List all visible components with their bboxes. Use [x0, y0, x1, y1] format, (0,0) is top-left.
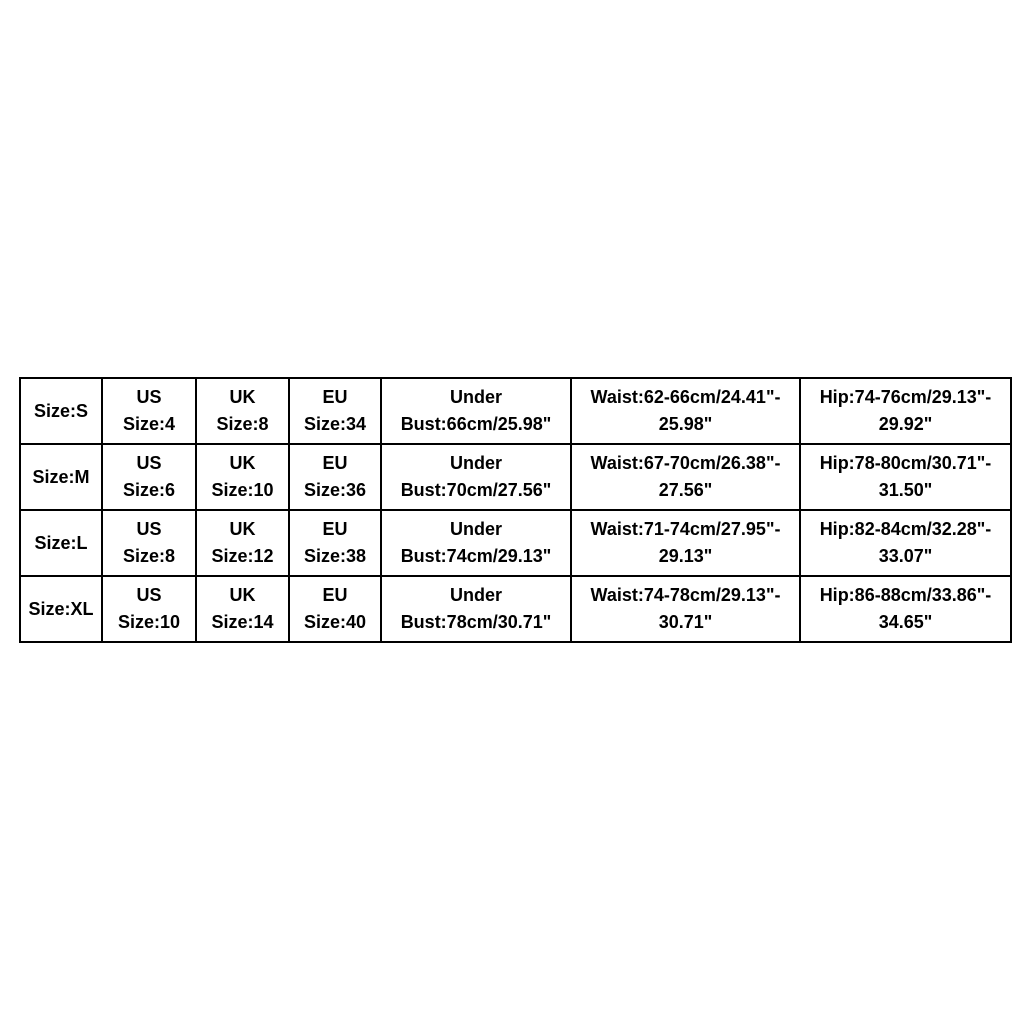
- us-size-cell: [102, 378, 196, 444]
- hip-line-2: 29.92": [878, 414, 933, 434]
- uk-size-value: Size:10: [211, 480, 274, 500]
- eu-size-header: EU: [322, 387, 348, 407]
- under-bust-line-2: Bust:70cm/27.56": [400, 480, 552, 500]
- under-bust-line-2: Bust:66cm/25.98": [400, 414, 552, 434]
- eu-size-header: EU: [322, 519, 348, 539]
- hip-line-1: Hip:82-84cm/32.28"-: [819, 519, 992, 539]
- hip-cell: [800, 378, 1011, 444]
- waist-line-1: Waist:71-74cm/27.95"-: [590, 519, 781, 539]
- waist-line-1: Waist:67-70cm/26.38"-: [590, 453, 781, 473]
- under-bust-line-1: Under: [449, 585, 502, 605]
- waist-line-2: 29.13": [658, 546, 713, 566]
- table-row: [20, 444, 1011, 510]
- eu-size-header: EU: [322, 453, 348, 473]
- eu-size-cell: [289, 510, 381, 576]
- size-label: Size:S: [33, 400, 89, 421]
- eu-size-cell: [289, 378, 381, 444]
- waist-line-2: 27.56": [658, 480, 713, 500]
- hip-cell: [800, 576, 1011, 642]
- size-label: Size:M: [32, 466, 90, 487]
- size-label-cell: [20, 510, 102, 576]
- waist-cell: [571, 576, 800, 642]
- waist-line-2: 30.71": [658, 612, 713, 632]
- table-row: [20, 576, 1011, 642]
- under-bust-line-2: Bust:74cm/29.13": [400, 546, 552, 566]
- us-size-header: US: [136, 585, 162, 605]
- hip-cell: [800, 444, 1011, 510]
- size-label-cell: [20, 378, 102, 444]
- eu-size-value: Size:36: [303, 480, 367, 500]
- uk-size-cell: [196, 576, 289, 642]
- us-size-header: US: [136, 387, 162, 407]
- waist-cell: [571, 510, 800, 576]
- us-size-value: Size:6: [122, 480, 176, 500]
- uk-size-value: Size:8: [216, 414, 269, 434]
- uk-size-value: Size:14: [211, 612, 274, 632]
- eu-size-cell: [289, 444, 381, 510]
- hip-cell: [800, 510, 1011, 576]
- eu-size-value: Size:40: [303, 612, 367, 632]
- under-bust-line-1: Under: [449, 387, 502, 407]
- waist-cell: [571, 444, 800, 510]
- under-bust-cell: [381, 378, 571, 444]
- under-bust-line-1: Under: [449, 519, 502, 539]
- waist-cell: [571, 378, 800, 444]
- uk-size-cell: [196, 378, 289, 444]
- uk-size-header: UK: [229, 585, 256, 605]
- under-bust-cell: [381, 576, 571, 642]
- under-bust-line-2: Bust:78cm/30.71": [400, 612, 552, 632]
- uk-size-cell: [196, 510, 289, 576]
- under-bust-cell: [381, 444, 571, 510]
- waist-line-1: Waist:62-66cm/24.41"-: [590, 387, 781, 407]
- waist-line-1: Waist:74-78cm/29.13"-: [590, 585, 781, 605]
- us-size-cell: [102, 444, 196, 510]
- size-label-cell: [20, 576, 102, 642]
- hip-line-2: 31.50": [878, 480, 933, 500]
- waist-line-2: 25.98": [658, 414, 713, 434]
- us-size-header: US: [136, 519, 162, 539]
- size-label-cell: [20, 444, 102, 510]
- table-row: [20, 378, 1011, 444]
- us-size-cell: [102, 576, 196, 642]
- hip-line-1: Hip:86-88cm/33.86"-: [819, 585, 992, 605]
- size-chart-table: [19, 377, 1012, 643]
- size-label: Size:L: [34, 532, 88, 553]
- hip-line-2: 33.07": [878, 546, 933, 566]
- hip-line-1: Hip:74-76cm/29.13"-: [819, 387, 992, 407]
- us-size-header: US: [136, 453, 162, 473]
- size-label: Size:XL: [28, 598, 94, 619]
- eu-size-value: Size:38: [303, 546, 367, 566]
- uk-size-header: UK: [229, 519, 256, 539]
- eu-size-cell: [289, 576, 381, 642]
- uk-size-header: UK: [229, 387, 256, 407]
- hip-line-2: 34.65": [878, 612, 933, 632]
- us-size-value: Size:10: [117, 612, 181, 632]
- table-row: [20, 510, 1011, 576]
- us-size-cell: [102, 510, 196, 576]
- eu-size-value: Size:34: [303, 414, 367, 434]
- hip-line-1: Hip:78-80cm/30.71"-: [819, 453, 992, 473]
- under-bust-cell: [381, 510, 571, 576]
- uk-size-value: Size:12: [211, 546, 274, 566]
- under-bust-line-1: Under: [449, 453, 502, 473]
- uk-size-cell: [196, 444, 289, 510]
- us-size-value: Size:8: [122, 546, 176, 566]
- eu-size-header: EU: [322, 585, 348, 605]
- uk-size-header: UK: [229, 453, 256, 473]
- us-size-value: Size:4: [122, 414, 176, 434]
